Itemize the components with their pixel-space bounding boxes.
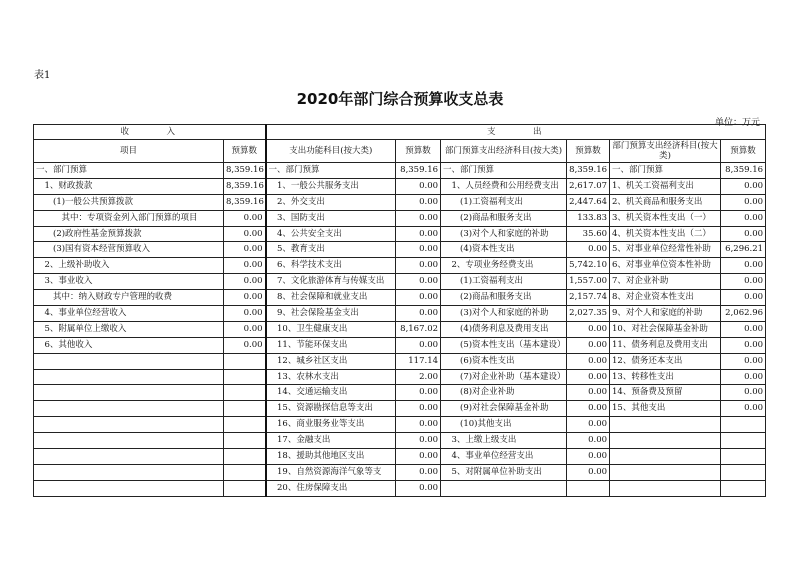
cell-econ-amount: 2,027.35 — [567, 306, 610, 322]
table-row — [34, 163, 766, 179]
cell-income-item — [34, 385, 224, 401]
cell-dept-amount: 0.00 — [721, 274, 766, 290]
cell-income-amount — [224, 353, 266, 369]
cell-dept-item: 7、对企业补助 — [610, 274, 721, 290]
table-row — [34, 274, 766, 290]
cell-func-item: 19、自然资源海洋气象等支 — [266, 464, 396, 480]
cell-func-amount: 0.00 — [396, 306, 441, 322]
cell-func-item: 18、援助其他地区支出 — [266, 449, 396, 465]
cell-func-amount: 2.00 — [396, 369, 441, 385]
cell-func-amount: 0.00 — [396, 464, 441, 480]
cell-dept-item: 8、对企业资本性支出 — [610, 290, 721, 306]
cell-econ-item — [441, 480, 567, 496]
cell-econ-item: (8)对企业补助 — [441, 385, 567, 401]
cell-func-amount: 0.00 — [396, 417, 441, 433]
cell-income-item: 6、其他收入 — [34, 337, 224, 353]
cell-dept-amount — [721, 433, 766, 449]
table-row — [34, 290, 766, 306]
cell-econ-item: (4)资本性支出 — [441, 242, 567, 258]
cell-income-amount — [224, 433, 266, 449]
cell-income-item — [34, 433, 224, 449]
cell-dept-amount: 0.00 — [721, 321, 766, 337]
cell-income-item: (1)一般公共预算拨款 — [34, 194, 224, 210]
cell-func-item: 6、科学技术支出 — [266, 258, 396, 274]
cell-dept-amount: 0.00 — [721, 178, 766, 194]
cell-dept-amount — [721, 449, 766, 465]
cell-func-item: 2、外交支出 — [266, 194, 396, 210]
cell-econ-amount: 0.00 — [567, 321, 610, 337]
cell-func-amount: 0.00 — [396, 449, 441, 465]
cell-dept-amount: 0.00 — [721, 385, 766, 401]
table-row — [34, 417, 766, 433]
table-row — [34, 480, 766, 496]
cell-econ-item: (7)对企业补助（基本建设） — [441, 369, 567, 385]
cell-econ-amount: 1,557.00 — [567, 274, 610, 290]
cell-dept-amount — [721, 417, 766, 433]
cell-func-amount: 0.00 — [396, 178, 441, 194]
table-row — [34, 449, 766, 465]
cell-income-item — [34, 449, 224, 465]
cell-dept-item — [610, 417, 721, 433]
cell-econ-item: 1、人员经费和公用经费支出 — [441, 178, 567, 194]
cell-econ-item: (2)商品和服务支出 — [441, 210, 567, 226]
unit-label: 单位：万元 — [714, 118, 760, 128]
cell-income-amount: 0.00 — [224, 258, 266, 274]
cell-income-amount — [224, 369, 266, 385]
table-row — [34, 369, 766, 385]
cell-dept-item: 12、债务还本支出 — [610, 353, 721, 369]
cell-income-amount — [224, 449, 266, 465]
cell-func-amount: 0.00 — [396, 226, 441, 242]
cell-econ-amount: 133.83 — [567, 210, 610, 226]
cell-func-item: 17、金融支出 — [266, 433, 396, 449]
cell-dept-amount — [721, 464, 766, 480]
cell-income-item: 其中：专项资金列入部门预算的项目 — [34, 210, 224, 226]
section-row — [34, 125, 766, 140]
cell-func-item: 14、交通运输支出 — [266, 385, 396, 401]
cell-func-item: 10、卫生健康支出 — [266, 321, 396, 337]
cell-income-amount — [224, 480, 266, 496]
cell-econ-item: (6)资本性支出 — [441, 353, 567, 369]
cell-dept-item: 10、对社会保障基金补助 — [610, 321, 721, 337]
cell-econ-amount: 0.00 — [567, 401, 610, 417]
cell-econ-amount: 2,157.74 — [567, 290, 610, 306]
income-section-header: 收 入 — [34, 125, 266, 140]
cell-income-item: 1、财政拨款 — [34, 178, 224, 194]
cell-dept-item — [610, 480, 721, 496]
cell-income-item — [34, 417, 224, 433]
cell-dept-item: 11、债务利息及费用支出 — [610, 337, 721, 353]
cell-econ-amount: 0.00 — [567, 464, 610, 480]
cell-func-item: 1、一般公共服务支出 — [266, 178, 396, 194]
cell-dept-amount: 0.00 — [721, 194, 766, 210]
cell-dept-amount: 6,296.21 — [721, 242, 766, 258]
col-header-dept-amount: 预算数 — [721, 140, 766, 163]
budget-table — [33, 124, 766, 497]
cell-dept-amount: 0.00 — [721, 290, 766, 306]
table-row — [34, 210, 766, 226]
cell-econ-amount: 0.00 — [567, 449, 610, 465]
cell-func-amount: 0.00 — [396, 290, 441, 306]
cell-econ-amount: 0.00 — [567, 417, 610, 433]
cell-econ-amount: 0.00 — [567, 369, 610, 385]
cell-dept-item: 6、对事业单位资本性补助 — [610, 258, 721, 274]
cell-income-item: (2)政府性基金预算拨款 — [34, 226, 224, 242]
cell-dept-amount: 0.00 — [721, 353, 766, 369]
cell-income-amount: 0.00 — [224, 290, 266, 306]
cell-dept-item: 4、机关资本性支出（二） — [610, 226, 721, 242]
cell-func-amount: 0.00 — [396, 385, 441, 401]
col-header-income-item: 项目 — [34, 140, 224, 163]
table-tag: 表1 — [34, 70, 51, 81]
cell-income-item — [34, 369, 224, 385]
cell-income-item: (3)国有资本经营预算收入 — [34, 242, 224, 258]
cell-func-item: 5、教育支出 — [266, 242, 396, 258]
cell-income-item: 4、事业单位经营收入 — [34, 306, 224, 322]
col-header-dept-item: 部门预算支出经济科目(按大类) — [610, 140, 721, 163]
expense-section-header: 支 出 — [266, 125, 766, 140]
header-row — [34, 140, 766, 163]
cell-econ-amount: 5,742.10 — [567, 258, 610, 274]
page-title: 2020年部门综合预算收支总表 — [296, 90, 504, 108]
cell-dept-item: 1、机关工资福利支出 — [610, 178, 721, 194]
cell-func-amount: 0.00 — [396, 258, 441, 274]
cell-income-amount: 0.00 — [224, 242, 266, 258]
cell-econ-item: (9)对社会保障基金补助 — [441, 401, 567, 417]
cell-func-item: 8、社会保障和就业支出 — [266, 290, 396, 306]
cell-dept-amount: 0.00 — [721, 369, 766, 385]
cell-func-amount: 0.00 — [396, 401, 441, 417]
cell-func-item: 一、部门预算 — [266, 163, 396, 179]
cell-income-item: 5、附属单位上缴收入 — [34, 321, 224, 337]
cell-dept-amount: 0.00 — [721, 258, 766, 274]
cell-econ-item: (1)工资福利支出 — [441, 194, 567, 210]
cell-func-item: 9、社会保险基金支出 — [266, 306, 396, 322]
cell-dept-item — [610, 449, 721, 465]
cell-econ-item: (4)债务利息及费用支出 — [441, 321, 567, 337]
cell-dept-item: 5、对事业单位经常性补助 — [610, 242, 721, 258]
cell-income-amount: 0.00 — [224, 274, 266, 290]
cell-func-item: 3、国防支出 — [266, 210, 396, 226]
cell-func-amount: 8,167.02 — [396, 321, 441, 337]
cell-income-item: 其中：纳入财政专户管理的收费 — [34, 290, 224, 306]
cell-econ-amount: 2,617.07 — [567, 178, 610, 194]
cell-dept-item: 一、部门预算 — [610, 163, 721, 179]
cell-func-item: 12、城乡社区支出 — [266, 353, 396, 369]
cell-econ-item: 一、部门预算 — [441, 163, 567, 179]
cell-func-amount: 0.00 — [396, 274, 441, 290]
cell-func-amount: 0.00 — [396, 242, 441, 258]
table-row — [34, 433, 766, 449]
cell-dept-item: 2、机关商品和服务支出 — [610, 194, 721, 210]
cell-func-amount: 117.14 — [396, 353, 441, 369]
table-row — [34, 178, 766, 194]
cell-econ-amount: 0.00 — [567, 353, 610, 369]
table-row — [34, 226, 766, 242]
cell-income-item — [34, 480, 224, 496]
cell-dept-item: 13、转移性支出 — [610, 369, 721, 385]
cell-income-item: 一、部门预算 — [34, 163, 224, 179]
cell-func-item: 7、文化旅游体育与传媒支出 — [266, 274, 396, 290]
cell-income-amount: 0.00 — [224, 226, 266, 242]
cell-econ-item: 5、对附属单位补助支出 — [441, 464, 567, 480]
table-row — [34, 353, 766, 369]
cell-income-item: 3、事业收入 — [34, 274, 224, 290]
cell-econ-item: (10)其他支出 — [441, 417, 567, 433]
cell-econ-item: (3)对个人和家庭的补助 — [441, 226, 567, 242]
cell-func-amount: 8,359.16 — [396, 163, 441, 179]
col-header-func-item: 支出功能科目(按大类) — [266, 140, 396, 163]
cell-dept-item: 15、其他支出 — [610, 401, 721, 417]
cell-income-amount: 0.00 — [224, 210, 266, 226]
table-row — [34, 242, 766, 258]
cell-income-amount — [224, 401, 266, 417]
cell-dept-item — [610, 433, 721, 449]
table-row — [34, 385, 766, 401]
cell-income-amount: 0.00 — [224, 306, 266, 322]
cell-dept-item: 14、预备费及预留 — [610, 385, 721, 401]
cell-econ-amount: 0.00 — [567, 242, 610, 258]
cell-dept-amount: 0.00 — [721, 210, 766, 226]
cell-dept-item: 9、对个人和家庭的补助 — [610, 306, 721, 322]
table-row — [34, 258, 766, 274]
cell-dept-amount: 0.00 — [721, 226, 766, 242]
table-row — [34, 306, 766, 322]
cell-func-amount: 0.00 — [396, 480, 441, 496]
cell-econ-item: (3)对个人和家庭的补助 — [441, 306, 567, 322]
cell-econ-item: (1)工资福利支出 — [441, 274, 567, 290]
col-header-econ-amount: 预算数 — [567, 140, 610, 163]
cell-income-item — [34, 353, 224, 369]
cell-dept-amount: 0.00 — [721, 337, 766, 353]
table-row — [34, 464, 766, 480]
cell-func-amount: 0.00 — [396, 337, 441, 353]
cell-dept-amount: 2,062.96 — [721, 306, 766, 322]
cell-income-item: 2、上级补助收入 — [34, 258, 224, 274]
cell-income-item — [34, 401, 224, 417]
cell-income-amount: 0.00 — [224, 337, 266, 353]
cell-econ-item: (2)商品和服务支出 — [441, 290, 567, 306]
cell-econ-item: (5)资本性支出（基本建设） — [441, 337, 567, 353]
cell-func-amount: 0.00 — [396, 433, 441, 449]
cell-income-item — [34, 464, 224, 480]
cell-econ-amount: 8,359.16 — [567, 163, 610, 179]
cell-income-amount: 0.00 — [224, 321, 266, 337]
cell-econ-amount: 0.00 — [567, 433, 610, 449]
cell-income-amount: 8,359.16 — [224, 194, 266, 210]
cell-income-amount: 8,359.16 — [224, 163, 266, 179]
table-row — [34, 194, 766, 210]
cell-econ-amount — [567, 480, 610, 496]
cell-econ-item: 3、上缴上级支出 — [441, 433, 567, 449]
table-row — [34, 401, 766, 417]
cell-func-item: 16、商业服务业等支出 — [266, 417, 396, 433]
cell-func-item: 4、公共安全支出 — [266, 226, 396, 242]
cell-econ-amount: 35.60 — [567, 226, 610, 242]
cell-dept-item — [610, 464, 721, 480]
cell-income-amount — [224, 464, 266, 480]
cell-dept-item: 3、机关资本性支出（一） — [610, 210, 721, 226]
cell-econ-amount: 2,447.64 — [567, 194, 610, 210]
cell-func-amount: 0.00 — [396, 210, 441, 226]
cell-dept-amount — [721, 480, 766, 496]
cell-dept-amount: 8,359.16 — [721, 163, 766, 179]
cell-dept-amount: 0.00 — [721, 401, 766, 417]
cell-income-amount — [224, 417, 266, 433]
cell-func-item: 15、资源勘探信息等支出 — [266, 401, 396, 417]
table-row — [34, 321, 766, 337]
cell-econ-amount: 0.00 — [567, 385, 610, 401]
cell-income-amount: 8,359.16 — [224, 178, 266, 194]
table-row — [34, 337, 766, 353]
cell-income-amount — [224, 385, 266, 401]
col-header-econ-item: 部门预算支出经济科目(按大类) — [441, 140, 567, 163]
cell-func-item: 20、住房保障支出 — [266, 480, 396, 496]
cell-econ-amount: 0.00 — [567, 337, 610, 353]
cell-func-amount: 0.00 — [396, 194, 441, 210]
cell-econ-item: 4、事业单位经营支出 — [441, 449, 567, 465]
col-header-func-amount: 预算数 — [396, 140, 441, 163]
cell-econ-item: 2、专项业务经费支出 — [441, 258, 567, 274]
col-header-income-amount: 预算数 — [224, 140, 266, 163]
cell-func-item: 13、农林水支出 — [266, 369, 396, 385]
cell-func-item: 11、节能环保支出 — [266, 337, 396, 353]
